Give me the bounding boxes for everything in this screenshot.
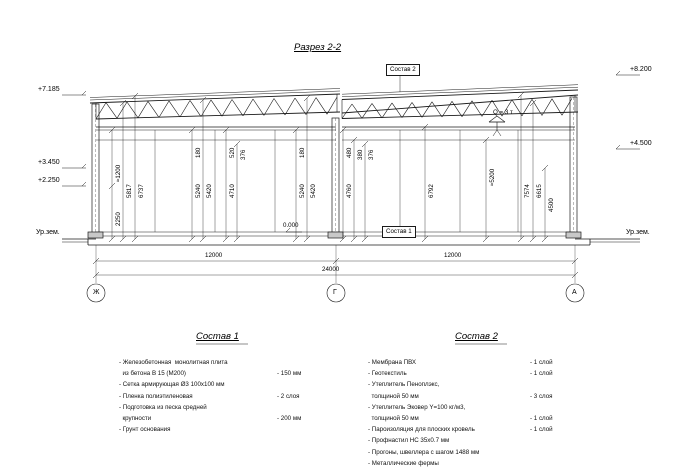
vertical-dimension: 480: [346, 147, 353, 158]
legend-1-values: - 150 мм - 2 слоя - 200 мм: [277, 370, 302, 423]
vertical-dimension: 5240: [195, 184, 202, 198]
callout-sostav-1: Состав 1: [382, 226, 416, 238]
axis-label-a: А: [572, 289, 577, 296]
vertical-dimension: ≈5200: [489, 168, 496, 186]
vertical-dimension: 6737: [138, 184, 145, 198]
level-label: +8.200: [630, 66, 652, 73]
level-label: +3.450: [38, 159, 60, 166]
vertical-dimension: 4500: [548, 198, 555, 212]
zero-level-label: 0.000: [283, 222, 299, 229]
vertical-dimension: ≈1200: [115, 164, 122, 182]
level-label: +2.250: [38, 177, 60, 184]
vertical-dimension: 5420: [310, 184, 317, 198]
vertical-dimension: 376: [240, 149, 247, 160]
level-label-ground-right: Ур.зем.: [626, 229, 650, 236]
vertical-dimension: 6792: [428, 184, 435, 198]
vertical-dimension: 5420: [206, 184, 213, 198]
drawing-title: Разрез 2-2: [294, 42, 342, 53]
vertical-dimension: 6615: [536, 184, 543, 198]
vertical-dimension: 5817: [126, 184, 133, 198]
span-dimension: 12000: [444, 252, 462, 259]
vertical-dimension: 7574: [524, 184, 531, 198]
load-note: Q = 3 т: [493, 109, 513, 116]
vertical-dimension: 5240: [299, 184, 306, 198]
level-label: +4.500: [630, 140, 652, 147]
vertical-dimension: 4710: [229, 184, 236, 198]
level-label-ground-left: Ур.зем.: [36, 229, 60, 236]
vertical-dimension: 376: [368, 149, 375, 160]
vertical-dimension: 380: [357, 149, 364, 160]
vertical-dimension: 520: [229, 147, 236, 158]
axis-label-zh: Ж: [93, 289, 100, 296]
legend-1-title: Состав 1: [196, 331, 239, 342]
vertical-dimension: 2250: [115, 212, 122, 226]
axis-label-g: Г: [333, 289, 337, 296]
legend-2-values: - 1 слой - 1 слой - 3 слоя - 1 слой - 1 слой: [530, 359, 553, 434]
vertical-dimension: 180: [195, 147, 202, 158]
vertical-dimension: 180: [299, 147, 306, 158]
legend-2-items: - Мембрана ПВХ - Геотекстиль - Утеплитель Пеноплэкс, толщиной 50 мм - Утеплитель Эковер Y=100 кг/м3, толщиной 50 мм - Пароизоляция для плоских кровель - Профнастил НС 35х0.7 мм - Прогоны, швеллера с шагом 1488 мм - Металлические фермы: [368, 359, 480, 467]
legend-2-title: Состав 2: [455, 331, 498, 342]
callout-sostav-2: Состав 2: [386, 64, 420, 76]
level-label: +7.185: [38, 86, 60, 93]
vertical-dimension: 4760: [346, 184, 353, 198]
total-dimension: 24000: [322, 266, 340, 273]
span-dimension: 12000: [205, 252, 223, 259]
legend-1-items: - Железобетонная монолитная плита из бетона В 15 (М200) - Сетка армирующая Ø3 100х100 мм - Пленка полиэтиленовая - Подготовка из песка средней крупности - Грунт основания: [119, 359, 228, 434]
